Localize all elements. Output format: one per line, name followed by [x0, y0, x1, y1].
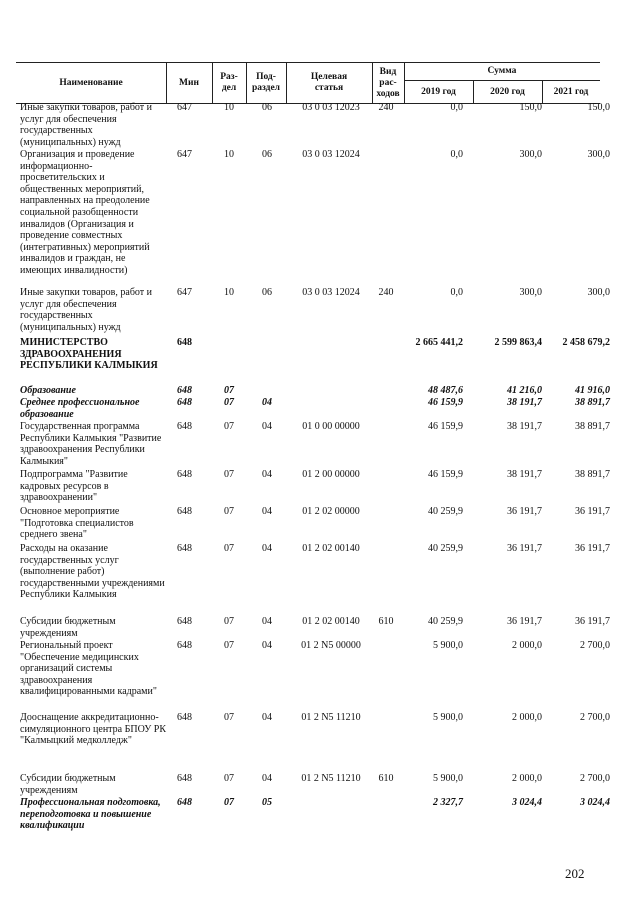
row-sum-2020: 41 216,0 [507, 385, 542, 396]
row-min: 648 [177, 506, 192, 517]
row-sum-2020: 38 191,7 [507, 421, 542, 432]
row-sum-2020: 2 000,0 [512, 773, 542, 784]
row-sum-2019: 5 900,0 [433, 712, 463, 723]
table-row [16, 337, 610, 385]
table-row [16, 712, 610, 773]
row-razdel: 07 [224, 640, 234, 651]
row-podrazdel: 04 [262, 640, 272, 651]
row-sum-2021: 300,0 [587, 287, 610, 298]
row-podrazdel: 05 [262, 797, 272, 808]
table-body [16, 102, 610, 833]
row-sum-2020: 150,0 [519, 102, 542, 113]
row-podrazdel: 04 [262, 469, 272, 480]
row-celevaya: 01 2 02 00000 [302, 506, 360, 517]
row-sum-2021: 300,0 [587, 149, 610, 160]
table-row [16, 287, 610, 337]
row-razdel: 07 [224, 397, 234, 408]
row-podrazdel: 06 [262, 287, 272, 298]
row-vid: 240 [378, 102, 394, 113]
row-sum-2019: 40 259,9 [428, 543, 463, 554]
row-sum-2020: 36 191,7 [507, 506, 542, 517]
row-sum-2020: 36 191,7 [507, 616, 542, 627]
row-podrazdel: 06 [262, 102, 272, 113]
table-row [16, 385, 610, 397]
row-sum-2020: 2 000,0 [512, 640, 542, 651]
row-min: 648 [177, 337, 192, 348]
row-sum-2019: 46 159,9 [428, 421, 463, 432]
row-podrazdel: 04 [262, 773, 272, 784]
row-celevaya: 01 2 02 00140 [302, 543, 360, 554]
row-sum-2019: 40 259,9 [428, 506, 463, 517]
row-podrazdel: 04 [262, 421, 272, 432]
row-razdel: 07 [224, 385, 234, 396]
col-2019-header: 2019 год [421, 86, 456, 97]
row-min: 647 [177, 149, 192, 160]
row-sum-2020: 36 191,7 [507, 543, 542, 554]
row-min: 648 [177, 543, 192, 554]
row-sum-2019: 0,0 [450, 102, 463, 113]
row-celevaya: 03 0 03 12024 [302, 287, 360, 298]
row-min: 648 [177, 773, 192, 784]
row-sum-2020: 2 000,0 [512, 712, 542, 723]
row-min: 647 [177, 287, 192, 298]
row-sum-2021: 150,0 [587, 102, 610, 113]
table-row [16, 506, 610, 543]
row-celevaya: 03 0 03 12023 [302, 102, 360, 113]
row-sum-2021: 41 916,0 [575, 385, 610, 396]
row-sum-2021: 36 191,7 [575, 543, 610, 554]
row-min: 647 [177, 102, 192, 113]
row-vid: 610 [378, 773, 394, 784]
col-celevaya-header: Целевая статья [310, 72, 348, 93]
row-razdel: 10 [224, 149, 234, 160]
table-row [16, 773, 610, 797]
table-row [16, 640, 610, 712]
col-vid-header: Вид рас- ходов [376, 66, 400, 99]
row-name: Подпрограмма "Развитие кадровых ресурсов в здравоохранении" [20, 469, 128, 504]
row-celevaya: 03 0 03 12024 [302, 149, 360, 160]
row-sum-2019: 40 259,9 [428, 616, 463, 627]
row-sum-2020: 300,0 [519, 149, 542, 160]
row-celevaya: 01 2 N5 11210 [301, 712, 361, 723]
col-razdel-header: Раз- дел [220, 72, 238, 93]
row-min: 648 [177, 397, 192, 408]
row-sum-2020: 38 191,7 [507, 469, 542, 480]
table-row [16, 543, 610, 616]
row-sum-2021: 3 024,4 [580, 797, 610, 808]
row-min: 648 [177, 797, 192, 808]
row-podrazdel: 04 [262, 712, 272, 723]
row-razdel: 10 [224, 102, 234, 113]
col-min-header: Мин [179, 77, 199, 88]
row-name: МИНИСТЕРСТВО ЗДРАВООХРАНЕНИЯ РЕСПУБЛИКИ КАЛМЫКИЯ [20, 337, 158, 372]
row-sum-2019: 5 900,0 [433, 640, 463, 651]
row-sum-2020: 3 024,4 [512, 797, 542, 808]
col-2020-header: 2020 год [490, 86, 525, 97]
table-row [16, 397, 610, 421]
row-sum-2019: 46 159,9 [428, 397, 463, 408]
row-sum-2019: 2 327,7 [433, 797, 463, 808]
row-sum-2020: 300,0 [519, 287, 542, 298]
row-podrazdel: 04 [262, 616, 272, 627]
row-name: Основное мероприятие "Подготовка специалистов среднего звена" [20, 506, 134, 541]
row-sum-2021: 38 891,7 [575, 397, 610, 408]
table-header [16, 62, 600, 104]
table-row [16, 616, 610, 640]
row-sum-2021: 2 700,0 [580, 773, 610, 784]
row-sum-2019: 2 665 441,2 [415, 337, 463, 348]
row-sum-2020: 38 191,7 [507, 397, 542, 408]
row-sum-2021: 38 891,7 [575, 421, 610, 432]
row-razdel: 10 [224, 287, 234, 298]
row-sum-2019: 0,0 [450, 287, 463, 298]
row-celevaya: 01 2 N5 11210 [301, 773, 361, 784]
row-min: 648 [177, 640, 192, 651]
row-podrazdel: 06 [262, 149, 272, 160]
row-sum-2021: 38 891,7 [575, 469, 610, 480]
row-sum-2021: 2 700,0 [580, 640, 610, 651]
row-celevaya: 01 0 00 00000 [302, 421, 360, 432]
row-name: Расходы на оказание государственных услуг (выполнение работ) государственными учреждениями Республики Калмыкия [20, 543, 165, 601]
row-name: Иные закупки товаров, работ и услуг для обеспечения государственных (муниципальных) нужд [20, 102, 153, 148]
row-name: Среднее профессиональное образование [20, 397, 140, 420]
row-sum-2020: 2 599 863,4 [494, 337, 542, 348]
table-row [16, 469, 610, 506]
row-sum-2021: 36 191,7 [575, 616, 610, 627]
row-razdel: 07 [224, 797, 234, 808]
row-sum-2019: 48 487,6 [428, 385, 463, 396]
row-razdel: 07 [224, 712, 234, 723]
row-sum-2019: 5 900,0 [433, 773, 463, 784]
row-min: 648 [177, 421, 192, 432]
row-razdel: 07 [224, 469, 234, 480]
row-name: Иные закупки товаров, работ и услуг для обеспечения государственных (муниципальных) нужд [20, 287, 153, 333]
table-row [16, 797, 610, 833]
col-name-header: Наименование [59, 77, 123, 88]
table-row [16, 102, 610, 149]
row-sum-2019: 46 159,9 [428, 469, 463, 480]
table-row [16, 421, 610, 469]
row-vid: 610 [378, 616, 394, 627]
row-celevaya: 01 2 02 00140 [302, 616, 360, 627]
row-name: Профессиональная подготовка, переподготовка и повышение квалификации [20, 797, 161, 832]
col-podrazdel-header: Под- раздел [251, 72, 281, 93]
row-sum-2019: 0,0 [450, 149, 463, 160]
row-min: 648 [177, 385, 192, 396]
row-name: Дооснащение аккредитационно-симуляционного центра БПОУ РК "Калмыцкий медколледж" [20, 712, 167, 747]
row-celevaya: 01 2 00 00000 [302, 469, 360, 480]
row-razdel: 07 [224, 773, 234, 784]
row-vid: 240 [378, 287, 394, 298]
col-2021-header: 2021 год [553, 86, 589, 97]
row-razdel: 07 [224, 506, 234, 517]
row-min: 648 [177, 712, 192, 723]
table-row [16, 149, 610, 287]
row-podrazdel: 04 [262, 397, 272, 408]
row-razdel: 07 [224, 616, 234, 627]
row-name: Субсидии бюджетным учреждениям [20, 616, 116, 639]
row-celevaya: 01 2 N5 00000 [301, 640, 361, 651]
row-sum-2021: 2 458 679,2 [562, 337, 610, 348]
row-sum-2021: 2 700,0 [580, 712, 610, 723]
row-podrazdel: 04 [262, 506, 272, 517]
row-name: Региональный проект "Обеспечение медицинских организаций системы здравоохранения квалифицированными кадрами" [20, 640, 157, 698]
page-number: 202 [565, 866, 585, 881]
row-razdel: 07 [224, 543, 234, 554]
row-podrazdel: 04 [262, 543, 272, 554]
row-name: Образование [20, 385, 76, 396]
row-min: 648 [177, 469, 192, 480]
row-sum-2021: 36 191,7 [575, 506, 610, 517]
row-razdel: 07 [224, 421, 234, 432]
row-min: 648 [177, 616, 192, 627]
row-name: Организация и проведение информационно-просветительских и общественных мероприятий, направленных на преодоление социальной разобщенности инвалидов (Организация и проведение совместных (интегративных) мероприятий инвалидов и граждан, не имеющих инвалидности) [20, 149, 150, 276]
col-summa-header: Сумма [487, 66, 517, 76]
row-name: Субсидии бюджетным учреждениям [20, 773, 116, 796]
row-name: Государственная программа Республики Калмыкия "Развитие здравоохранения Республики Калмыкия" [20, 421, 162, 467]
